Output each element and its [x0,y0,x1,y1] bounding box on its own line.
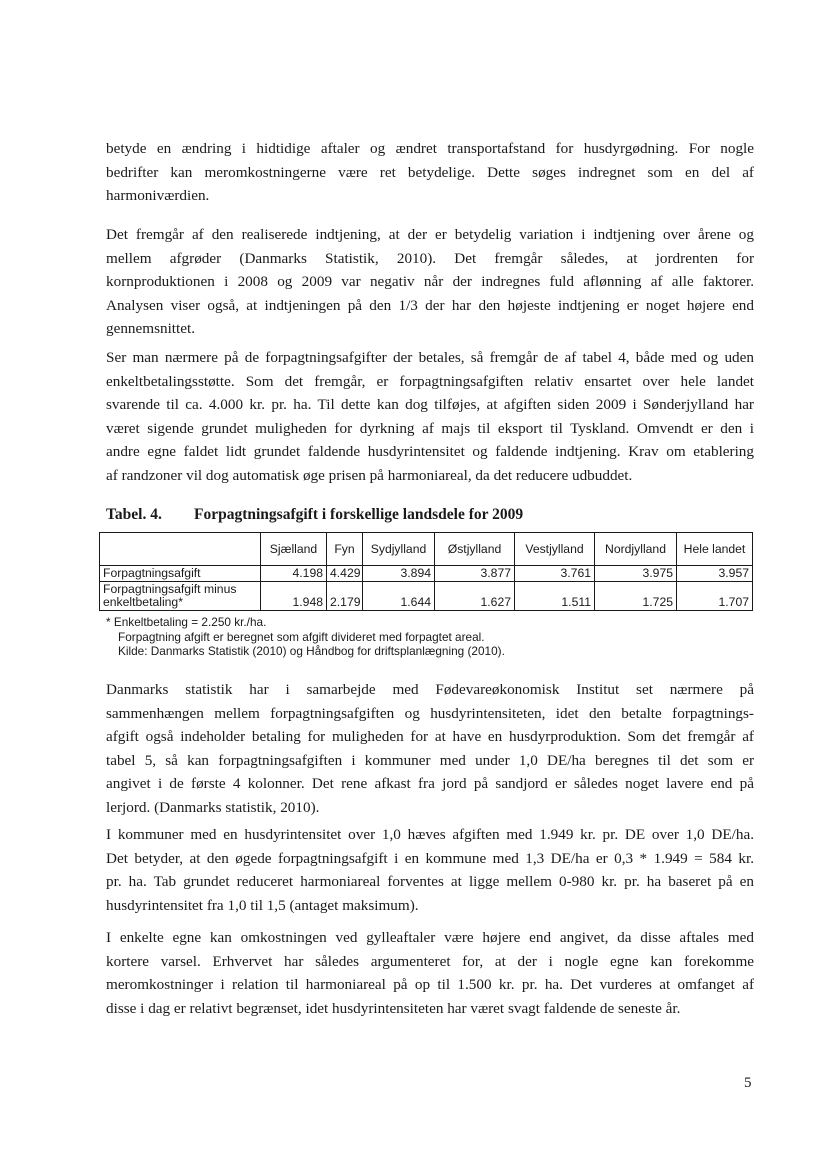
text-line: enkeltbetalingsstøtte. Som det fremgår, er forpagtningsafgiften relativ ensartet over hele landet [106,372,754,390]
paragraph-lease-fees [106,346,754,487]
table-row-label: Forpagtningsafgift [100,566,261,582]
lease-fee-table [99,532,753,611]
table-header-cell [100,533,261,566]
table-caption [106,506,523,524]
text-line: angivet i de første 4 kolonner. Det rene afkast fra jord på sandjord er således noget lavere end på [106,775,754,792]
table-caption-title: Forpagtningsafgift i forskellige landsdele for 2009 [194,506,524,523]
text-line: været sigende grundet muligheden for dyrkning af majs til eksport til Tyskland. Omvendt er den i [106,419,754,437]
table-header-cell: Østjylland [435,533,515,566]
text-line: Ser man nærmere på de forpagtningsafgifter der betales, så fremgår de af tabel 4, både med og uden [106,349,754,366]
text-line: af randzoner vil dog automatisk øge prisen på harmoniareal, da det reducere udbuddet. [106,466,633,484]
table-cell: 3.761 [515,566,595,582]
page-number: 5 [744,1075,752,1091]
table-cell: 2.179 [327,582,363,611]
text-line: Analysen viser også, at indtjeningen på den 1/3 der har den højeste indtjening er noget højere end [106,296,754,314]
table-cell: 3.894 [363,566,435,582]
paragraph-livestock-intensity [106,823,754,917]
table-cell: 3.975 [595,566,677,582]
table-notes [106,615,505,659]
table-header-cell: Hele landet [677,533,753,566]
table-cell: 4.429 [327,566,363,582]
text-line: kornproduktionen i 2008 og 2009 var negativ når der indregnes fuld aflønning af alle faktorer. [106,273,754,290]
text-line: pr. ha. Tab grundet reduceret harmoniareal forventes at ligge mellem 0-980 kr. pr. ha baseret på en [106,873,754,890]
text-line: I enkelte egne kan omkostningen ved gylleaftaler være højere end angivet, da disse aftales med [106,929,754,946]
table-header-cell: Nordjylland [595,533,677,566]
table-cell: 3.877 [435,566,515,582]
text-line: svarende til ca. 4.000 kr. pr. ha. Til dette kan dog tilføjes, at afgiften siden 2009 i Sønderjylland har [106,396,754,413]
table-cell: 1.627 [435,582,515,611]
paragraph-realized-earnings [106,223,754,341]
text-line: disse i dag er relativt begrænset, idet husdyrintensiteten har været svagt faldende de seneste år. [106,999,681,1017]
text-line: Det betyder, at den øgede forpagtningsafgift i en kommune med 1,3 DE/ha er 0,3 * 1.949 = 584 kr. [106,849,754,867]
table-header-cell: Sydjylland [363,533,435,566]
text-line: lerjord. (Danmarks statistik, 2010). [106,798,320,816]
text-line: tabel 5, så kan forpagtningsafgiften i kommuner med under 1,0 DE/ha beregnes til det som er [106,751,754,769]
table-cell: 1.511 [515,582,595,611]
text-line: andre egne faldet lidt grundet faldende husdyrintensitet og faldende indtjening. Krav om etablering [106,443,754,460]
text-line: gennemsnittet. [106,320,195,337]
paragraph-statistics-study [106,678,754,819]
table-header-cell: Sjælland [261,533,327,566]
text-line: Det fremgår af den realiserede indtjening, at der er betydelig variation i indtjening over årene og [106,226,754,243]
table-source-note: Kilde: Danmarks Statistik (2010) og Håndbog for driftsplanlægning (2010). [118,644,505,659]
table-cell: 1.644 [363,582,435,611]
table-cell: 1.725 [595,582,677,611]
table-row [100,582,753,611]
text-line: betyde en ændring i hidtidige aftaler og ændret transportafstand for husdyrgødning. For nogle [106,140,754,157]
text-line: harmoniværdien. [106,187,210,204]
text-line: husdyrintensitet fra 1,0 til 1,5 (antaget maksimum). [106,896,419,914]
table-cell: 1.948 [261,582,327,611]
text-line: kortere varsel. Erhvervet har således argumenteret for, at der i nogle egne kan forekomme [106,952,754,970]
table-row [100,566,753,582]
text-line: meromkostninger i relation til harmoniareal på op til 1.500 kr. pr. ha. Det vurderes at omfanget af [106,976,754,993]
table-header-cell: Fyn [327,533,363,566]
paragraph-harmony-cost [106,137,754,208]
table-header-cell: Vestjylland [515,533,595,566]
text-line: sammenhængen mellem forpagtningsafgiften og husdyrintensiteten, idet den betalte forpagtnings- [106,704,754,722]
text-line: mellem afgrøder (Danmarks Statistik, 2010). Det fremgår således, at jordrenten for [106,249,754,267]
table-cell: 1.707 [677,582,753,611]
text-line: afgift også indeholder betaling for muligheden for at have en husdyrproduktion. Som det fremgår af [106,728,754,745]
table-footnote: * Enkeltbetaling = 2.250 kr./ha. [106,615,267,629]
table-row-label: Forpagtningsafgift minus enkeltbetaling* [100,582,261,611]
table-caption-label: Tabel. 4. [106,506,162,523]
table-method-note: Forpagtning afgift er beregnet som afgift divideret med forpagtet areal. [118,629,485,644]
table-header-row [100,533,753,566]
table-cell: 3.957 [677,566,753,582]
paragraph-slurry-agreements [106,926,754,1020]
table-cell: 4.198 [261,566,327,582]
text-line: Danmarks statistik har i samarbejde med Fødevareøkonomisk Institut set nærmere på [106,681,754,698]
text-line: bedrifter kan meromkostningerne være ret betydelige. Dette søges indregnet som en del af [106,163,754,181]
text-line: I kommuner med en husdyrintensitet over 1,0 hæves afgiften med 1.949 kr. pr. DE over 1,0 DE/ha. [106,826,754,843]
